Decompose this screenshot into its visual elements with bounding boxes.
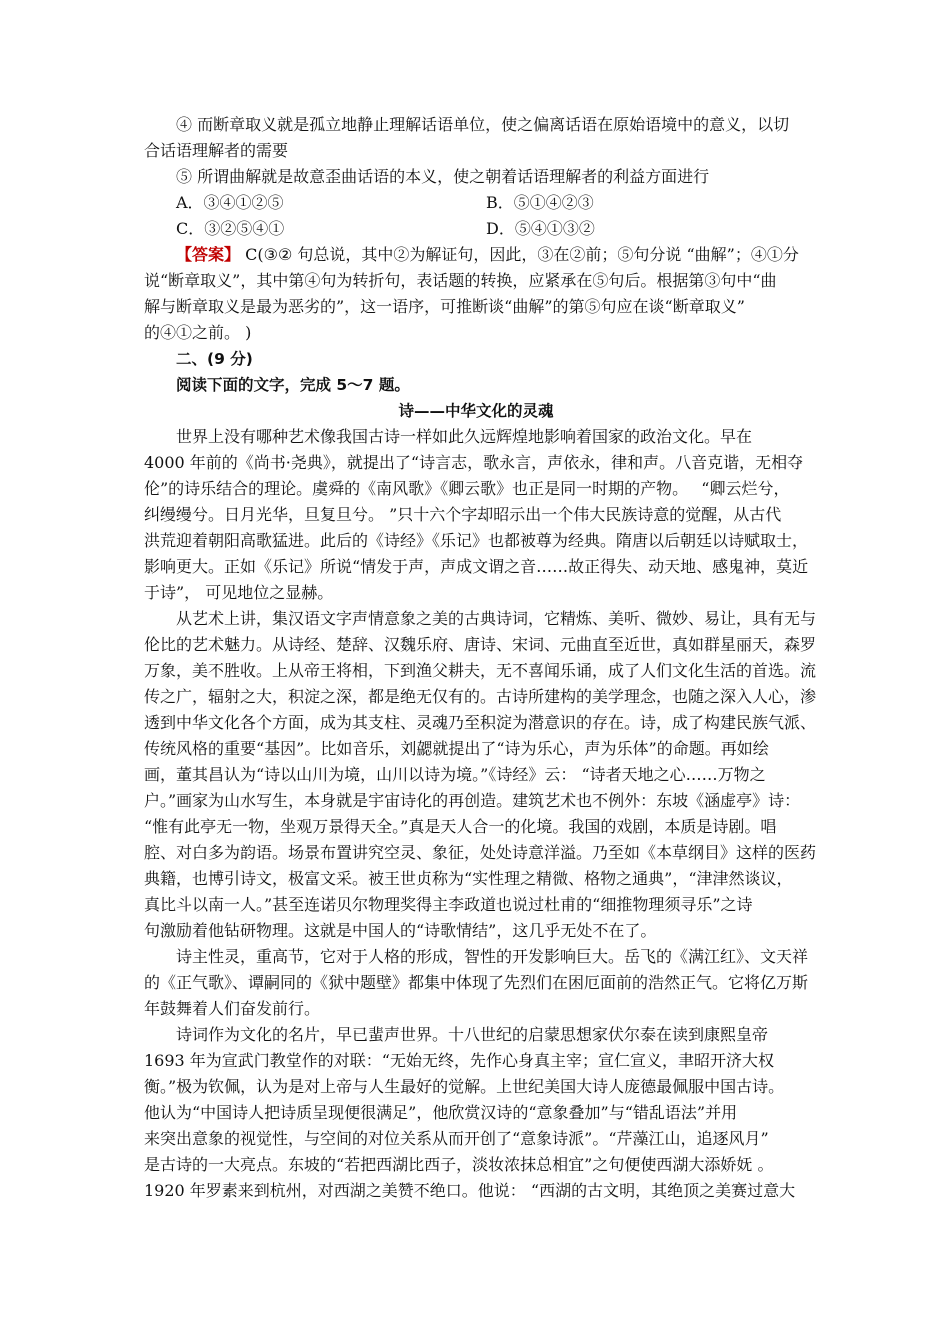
passage-line: “惟有此亭无一物，坐观万景得天全。”真是天人合一的化境。我国的戏剧，本质是诗剧。唱 — [144, 817, 777, 836]
answer-tag: 【答案】 — [176, 245, 241, 264]
passage-line: 句激励着他钻研物理。这就是中国人的“诗歌情结”，这几乎无处不在了。 — [144, 921, 657, 940]
passage-line: 洪荒迎着朝阳高歌猛进。此后的《诗经》《乐记》也都被尊为经典。隋唐以后朝廷以诗赋取士， — [144, 531, 809, 550]
passage-line: 1920 年罗素来到杭州，对西湖之美赞不绝口。他说： “西湖的古文明，其绝顶之美赛过意大 — [144, 1181, 796, 1200]
passage-line: 的《正气歌》、谭嗣同的《狱中题壁》都集中体现了先烈们在困厄面前的浩然正气。它将亿万斯 — [144, 973, 809, 992]
passage-line: 典籍，也博引诗文，极富文采。被王世贞称为“实性理之精微、格物之通典”，“津津然谈议， — [144, 869, 793, 888]
option-a: A．③④①②⑤ — [176, 193, 284, 212]
passage-line: 真比斗以南一人。”甚至连诺贝尔物理奖得主李政道也说过杜甫的“细推物理须寻乐”之诗 — [144, 895, 753, 914]
passage-line: 腔、对白多为韵语。场景布置讲究空灵、象征，处处诗意洋溢。乃至如《本草纲目》这样的医药 — [144, 843, 817, 862]
statement-4-line-1: ④ 而断章取义就是孤立地静止理解话语单位，使之偏离话语在原始语境中的意义，以切 — [176, 115, 790, 134]
passage-line: 衡。”极为钦佩，认为是对上帝与人生最好的觉解。上世纪美国大诗人庞德最佩服中国古诗。 — [144, 1077, 785, 1096]
passage-line: 于诗”， 可见地位之显赫。 — [144, 583, 334, 602]
passage-line: 是古诗的一大亮点。东坡的“若把西湖比西子，淡妆浓抹总相宜”之句便使西湖大添娇妩 。 — [144, 1155, 774, 1174]
passage-line: 画，董其昌认为“诗以山川为境，山川以诗为境。”《诗经》云： “诗者天地之心……万物之 — [144, 765, 766, 784]
passage-line: 4000 年前的《尚书·尧典》，就提出了“诗言志，歌永言，声依永，律和声。八音克谐，无相夺 — [144, 453, 804, 472]
passage-line: 诗主性灵，重高节，它对于人格的形成，智性的开发影响巨大。岳飞的《满江红》、文天祥 — [176, 947, 809, 966]
answer-line-3: 解与断章取义是最为恶劣的”，这一语序，可推断谈“曲解”的第⑤句应在谈“断章取义” — [144, 297, 745, 316]
passage-line: 他认为“中国诗人把诗质呈现便很满足”，他欣赏汉诗的“意象叠加”与“错乱语法”并用 — [144, 1103, 738, 1122]
statement-4-line-2: 合话语理解者的需要 — [144, 141, 289, 160]
passage-line: 诗词作为文化的名片，早已蜚声世界。十八世纪的启蒙思想家伏尔泰在读到康熙皇帝 — [176, 1025, 769, 1044]
passage-line: 伦比的艺术魅力。从诗经、楚辞、汉魏乐府、唐诗、宋词、元曲直至近世，真如群星丽天，森罗 — [144, 635, 817, 654]
answer-line-4: 的④①之前。 ) — [144, 323, 252, 342]
options-row-2 — [144, 216, 808, 242]
passage-line: 从艺术上讲，集汉语文字声情意象之美的古典诗词，它精炼、美听、微妙、易让，具有无与 — [176, 609, 817, 628]
paragraph-1 — [144, 424, 808, 606]
answer-line-1 — [144, 242, 808, 268]
passage-line: 户。”画家为山水写生，本身就是宇宙诗化的再创造。建筑艺术也不例外：东坡《涵虚亭》诗： — [144, 791, 801, 810]
paragraph-3 — [144, 944, 808, 1022]
document-page — [144, 112, 817, 1204]
passage-line: 年鼓舞着人们奋发前行。 — [144, 999, 321, 1018]
passage-line: 影响更大。正如《乐记》所说“情发于声，声成文谓之音……故正得失、动天地、感鬼神，莫近 — [144, 557, 809, 576]
passage-line: 万象，美不胜收。上从帝王将相，下到渔父耕夫，无不喜闻乐诵，成了人们文化生活的首选。流 — [144, 661, 817, 680]
answer-line-2: 说“断章取义”，其中第④句为转折句，表话题的转换，应紧承在⑤句后。根据第③句中“曲 — [144, 271, 777, 290]
passage-title: 诗——中华文化的灵魂 — [398, 402, 554, 420]
answer-text-1: C(③② 句总说，其中②为解证句，因此，③在②前；⑤句分说 “曲解”；④①分 — [245, 245, 799, 264]
option-b: B．⑤①④②③ — [486, 193, 594, 212]
section-heading: 二、(9 分) — [176, 350, 253, 368]
option-c: C．③②⑤④① — [176, 219, 285, 238]
statement-5: ⑤ 所谓曲解就是故意歪曲话语的本义，使之朝着话语理解者的利益方面进行 — [176, 167, 710, 186]
passage-line: 传之广，辐射之大，积淀之深，都是绝无仅有的。古诗所建构的美学理念，也随之深入人心，渗 — [144, 687, 817, 706]
passage-line: 世界上没有哪种艺术像我国古诗一样如此久远辉煌地影响着国家的政治文化。早在 — [176, 427, 753, 446]
passage-line: 1693 年为宣武门教堂作的对联：“无始无终，先作心身真主宰；宣仁宣义，聿昭开济大权 — [144, 1051, 774, 1070]
options-row-1 — [144, 190, 808, 216]
passage-line: 传统风格的重要“基因”。比如音乐，刘勰就提出了“诗为乐心，声为乐体”的命题。再如绘 — [144, 739, 769, 758]
paragraph-4 — [144, 1022, 808, 1204]
passage-line: 来突出意象的视觉性，与空间的对位关系从而开创了“意象诗派”。“芹藻江山，追逐风月” — [144, 1129, 769, 1148]
passage-line: 伦”的诗乐结合的理论。虞舜的《南风歌》《卿云歌》也正是同一时期的产物。 “卿云烂兮， — [144, 479, 790, 498]
option-d: D．⑤④①③② — [486, 219, 595, 238]
passage-line: 纠缦缦兮。日月光华，旦复旦兮。 ”只十六个字却昭示出一个伟大民族诗意的觉醒，从古代 — [144, 505, 782, 524]
paragraph-2 — [144, 606, 817, 944]
passage-line: 透到中华文化各个方面，成为其支柱、灵魂乃至积淀为潜意识的存在。诗，成了构建民族气派、 — [144, 713, 817, 732]
section-instruction: 阅读下面的文字，完成 5～7 题。 — [176, 376, 410, 394]
